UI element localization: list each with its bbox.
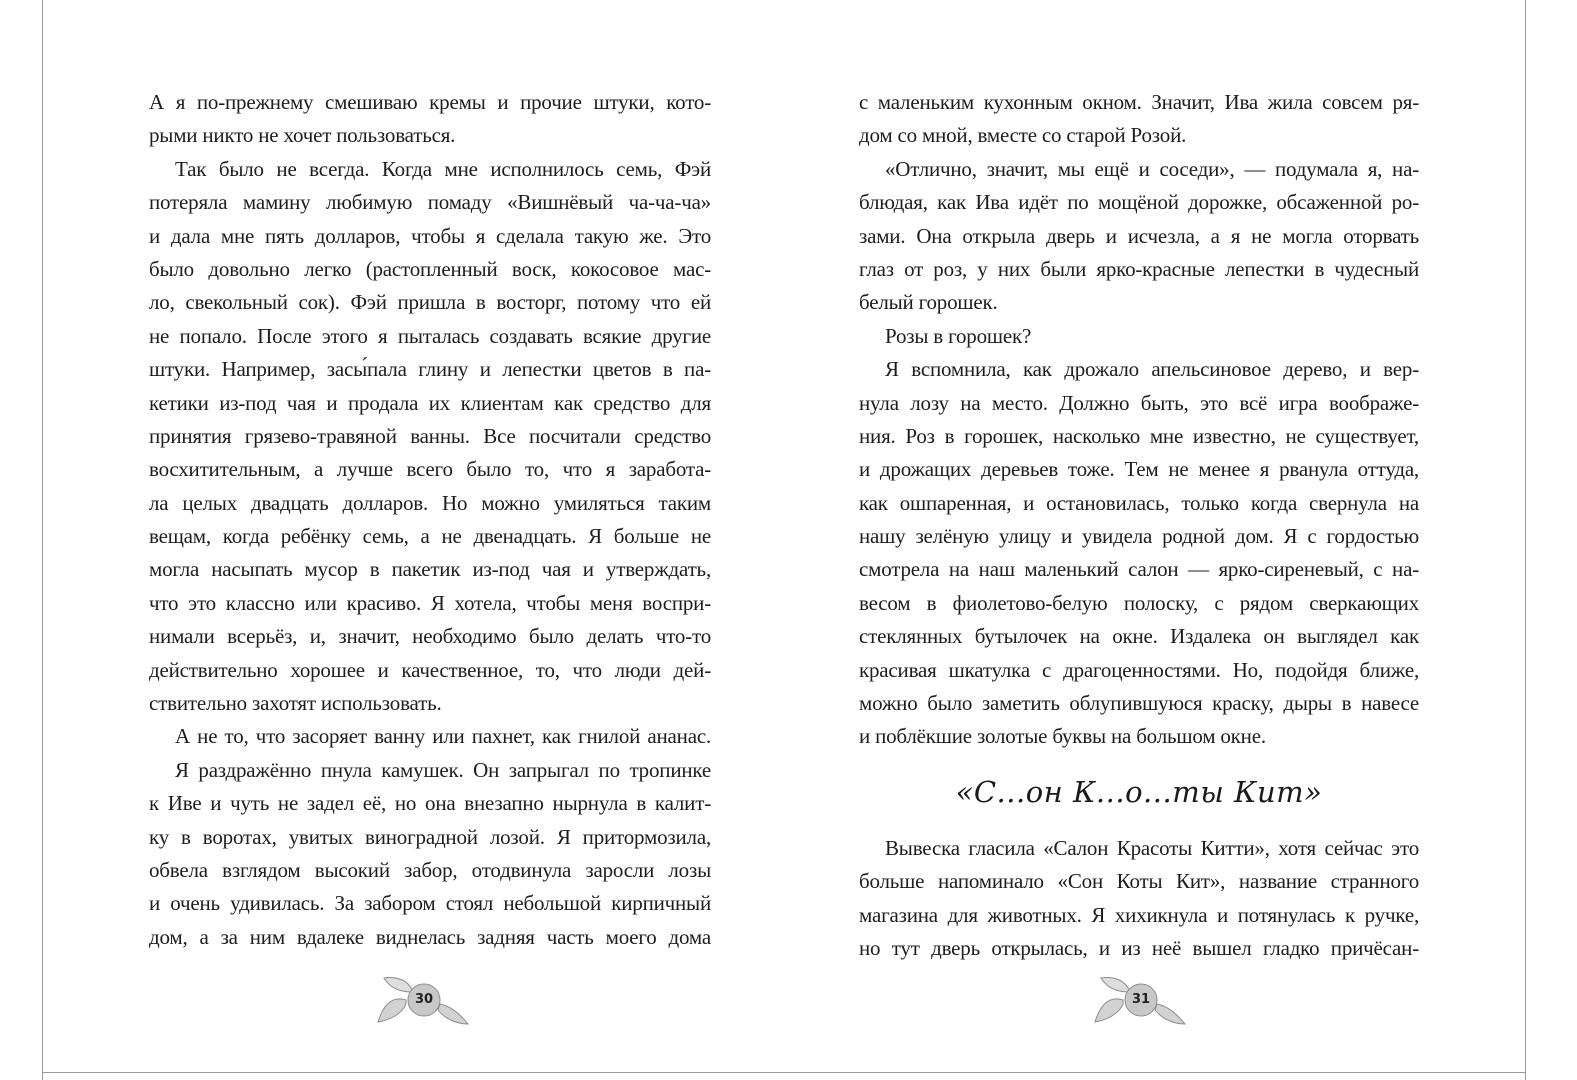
text-line: ния. Роз в горошек, насколько мне известно, не существует, — [859, 423, 1419, 448]
text-line: нимали всерьёз, и, значит, необходимо было делать что-то — [149, 624, 711, 649]
text-line: ло, свекольный сок). Фэй пришла в восторг, потому что ей — [149, 290, 711, 315]
text-line: и поблёкшие золотые буквы на большом окне. — [859, 724, 1266, 749]
text-line: дом, а за ним вдалеке виднелась задняя часть моего дома — [149, 924, 711, 949]
left-page-text — [149, 86, 711, 954]
text-line: дом со мной, вместе со старой Розой. — [859, 123, 1187, 148]
text-line: вещам, когда ребёнку семь, а не двенадцать. Я больше не — [149, 524, 711, 549]
right-page-text — [859, 86, 1419, 965]
text-line: магазина для животных. Я хихикнула и потянулась к ручке, — [859, 902, 1419, 927]
text-line: нашу зелёную улицу и увидела родной дом. Я с гордостью — [859, 524, 1419, 549]
text-line: Так было не всегда. Когда мне исполнилось семь, Фэй — [175, 156, 711, 181]
text-line: ку в воротах, увитых виноградной лозой. Я притормозила, — [149, 824, 711, 849]
text-line: как ошпаренная, и остановилась, только когда свернула на — [859, 490, 1419, 515]
page-number: 31 — [1131, 992, 1151, 1007]
text-line: могла насыпать мусор в пакетик из-под чая и утверждать, — [149, 557, 711, 582]
right-text-after-heading — [859, 832, 1419, 966]
text-line: больше напоминало «Сон Коты Кит», название странного — [859, 869, 1419, 894]
text-line: не попало. После этого я пыталась создавать всякие другие — [149, 323, 711, 348]
text-line: принятия грязево-травяной ванны. Все посчитали средство — [149, 423, 711, 448]
text-line: и дрожащих деревьев тоже. Тем не менее я рванула оттуда, — [859, 457, 1419, 482]
text-line: весом в фиолетово-белую полоску, с рядом сверкающих — [859, 590, 1419, 615]
text-line: А не то, что засоряет ванну или пахнет, как гнилой ананас. — [175, 724, 711, 749]
text-line: зами. Она открыла дверь и исчезла, а я не могла оторвать — [859, 223, 1419, 248]
text-line: Я вспомнила, как дрожало апельсиновое дерево, и вер- — [885, 357, 1419, 382]
text-line: Вывеска гласила «Салон Красоты Китти», хотя сейчас это — [885, 835, 1419, 860]
text-line: можно было заметить облупившуюся краску, дыры в навесе — [859, 691, 1419, 716]
text-line: А я по-прежнему смешиваю кремы и прочие штуки, кото- — [149, 90, 711, 114]
text-line: Розы в горошек? — [885, 323, 1032, 348]
text-line: обвела взглядом высокий забор, отодвинула заросли лозы — [149, 857, 711, 882]
right-text-before-heading — [859, 86, 1419, 754]
text-line: к Иве и чуть не задел её, но она внезапно нырнула в калит- — [149, 791, 711, 816]
text-line: кетики из-под чая и продала их клиентам как средство для — [149, 390, 711, 415]
text-line: штуки. Например, засы́пала глину и лепестки цветов в па- — [149, 357, 711, 382]
text-line: восхитительным, а лучше всего было то, что я заработа- — [149, 457, 711, 482]
page-edge-right — [1525, 0, 1526, 1080]
page-number-badge — [376, 970, 472, 1030]
page-number: 30 — [414, 992, 434, 1007]
text-line: и дала мне пять долларов, чтобы я сделала такую же. Это — [149, 223, 711, 248]
text-line: было довольно легко (растопленный воск, кокосовое мас- — [149, 256, 711, 281]
text-line: потеряла мамину любимую помаду «Вишнёвый ча-ча-ча» — [149, 190, 711, 215]
text-line: что это классно или красиво. Я хотела, чтобы меня воспри- — [149, 590, 711, 615]
right-page — [789, 0, 1525, 1080]
left-page — [43, 0, 788, 1080]
text-line: с маленьким кухонным окном. Значит, Ива жила совсем ря- — [859, 90, 1419, 114]
text-line: блюдая, как Ива идёт по мощёной дорожке, обсаженной ро- — [859, 190, 1419, 215]
text-line: «Отлично, значит, мы ещё и соседи», — подумала я, на- — [885, 156, 1419, 181]
text-line: ствительно захотят использовать. — [149, 691, 442, 716]
chapter-heading: «С...он К...о...ты Кит» — [955, 774, 1323, 809]
text-line: ла целых двадцать долларов. Но можно умиляться таким — [149, 490, 711, 515]
text-line: но тут дверь открылась, и из неё вышел гладко причёсан- — [859, 935, 1419, 960]
text-line: нула лозу на место. Должно быть, это всё игра воображе- — [859, 390, 1419, 415]
text-line: и очень удивилась. За забором стоял небольшой кирпичный — [149, 891, 711, 916]
text-line: действительно хорошее и качественное, то, что люди дей- — [149, 657, 711, 682]
page-number-badge — [1093, 970, 1189, 1030]
text-line: глаз от роз, у них были ярко-красные лепестки в чудесный — [859, 256, 1419, 281]
text-line: рыми никто не хочет пользоваться. — [149, 123, 456, 148]
text-line: стеклянных бутылочек на окне. Издалека он выглядел как — [859, 624, 1419, 649]
text-line: красивая шкатулка с драгоценностями. Но, подойдя ближе, — [859, 657, 1419, 682]
text-line: белый горошек. — [859, 290, 998, 315]
text-line: смотрела на наш маленький салон — ярко-сиреневый, с на- — [859, 557, 1419, 582]
text-line: Я раздражённо пнула камушек. Он запрыгал по тропинке — [175, 757, 711, 782]
